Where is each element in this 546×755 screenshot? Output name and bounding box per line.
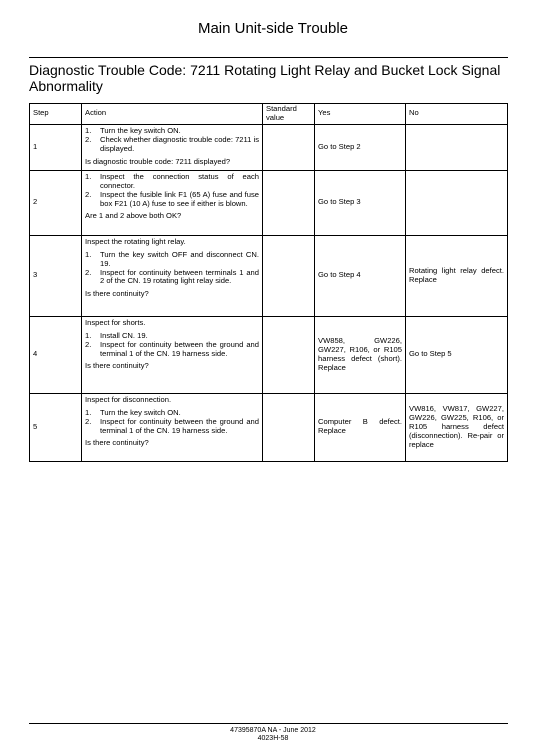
- column-header-no: No: [406, 104, 508, 125]
- action-item-number: 2.: [85, 416, 92, 426]
- footer-page-number: 4023H-58: [257, 735, 289, 742]
- action-cell: [82, 393, 263, 461]
- action-intro: Inspect the rotating light relay.: [85, 236, 186, 246]
- action-item: [85, 191, 259, 209]
- action-item: [85, 251, 259, 269]
- column-header-yes: Yes: [315, 104, 406, 125]
- action-question: Is diagnostic trouble code: 7211 displayed?: [85, 156, 231, 166]
- action-item-number: 1.: [85, 249, 92, 259]
- action-cell: [82, 124, 263, 170]
- table-header-row: [30, 104, 508, 125]
- step-cell: 4: [30, 316, 82, 393]
- yes-cell: Go to Step 2: [315, 124, 406, 170]
- column-header-action: Action: [82, 104, 263, 125]
- action-question: Is there continuity?: [85, 361, 149, 371]
- table-row: [30, 235, 508, 316]
- yes-cell: VW858, GW226, GW227, R106, or R105 harness defect (short). Replace: [315, 316, 406, 393]
- yes-cell: Go to Step 4: [315, 235, 406, 316]
- page-title: Main Unit-side Trouble: [197, 20, 349, 37]
- action-question: Is there continuity?: [85, 289, 149, 299]
- action-item-number: 2.: [85, 189, 92, 199]
- action-item-text: Inspect the connection status of each connector.: [100, 171, 259, 190]
- action-item-text: Turn the key switch OFF and disconnect CN. 19.: [100, 249, 259, 268]
- action-item-number: 1.: [85, 171, 92, 181]
- action-cell: [82, 170, 263, 235]
- table-row: [30, 124, 508, 170]
- no-cell: [406, 124, 508, 170]
- diagnostic-table: [29, 103, 508, 462]
- action-item-number: 1.: [85, 407, 92, 417]
- footer-document-id: 47395870A NA - June 2012: [230, 727, 316, 734]
- yes-cell: Go to Step 3: [315, 170, 406, 235]
- action-list: [85, 173, 259, 209]
- action-cell: [82, 316, 263, 393]
- action-question: Is there continuity?: [85, 438, 149, 448]
- column-header-standard-value: Standard value: [263, 104, 315, 125]
- action-item-text: Inspect the fusible link F1 (65 A) fuse and fuse box F21 (10 A) fuse to see if either is blown.: [100, 189, 259, 208]
- action-list: [85, 251, 259, 287]
- table-row: [30, 393, 508, 461]
- action-item: [85, 136, 259, 154]
- action-list: [85, 127, 259, 154]
- no-cell: Rotating light relay defect. Replace: [406, 235, 508, 316]
- table-row: [30, 316, 508, 393]
- action-item-text: Turn the key switch ON.: [100, 125, 181, 135]
- standard-value-cell: [263, 124, 315, 170]
- page-footer: [0, 727, 546, 743]
- action-item-number: 2.: [85, 339, 92, 349]
- action-item: [85, 418, 259, 436]
- action-intro: Inspect for disconnection.: [85, 394, 172, 404]
- step-cell: 1: [30, 124, 82, 170]
- standard-value-cell: [263, 170, 315, 235]
- standard-value-cell: [263, 235, 315, 316]
- action-item: [85, 269, 259, 287]
- action-item-text: Inspect for continuity between the ground and terminal 1 of the CN. 19 harness side.: [100, 339, 259, 358]
- yes-cell: Computer B defect. Replace: [315, 393, 406, 461]
- footer-divider: [29, 723, 508, 724]
- standard-value-cell: [263, 393, 315, 461]
- no-cell: Go to Step 5: [406, 316, 508, 393]
- action-item-text: Inspect for continuity between terminals 1 and 2 of the CN. 19 rotating light relay side.: [100, 267, 259, 286]
- action-cell: [82, 235, 263, 316]
- action-item-text: Install CN. 19.: [100, 330, 148, 340]
- action-item-number: 2.: [85, 267, 92, 277]
- no-cell: VW816, VW817, GW227, GW226, GW225, R106, or R105 harness defect (disconnection). Re-pair or replace: [406, 393, 508, 461]
- action-item-text: Inspect for continuity between the ground and terminal 1 of the CN. 19 harness side.: [100, 416, 259, 435]
- action-item-number: 1.: [85, 125, 92, 135]
- action-intro: Inspect for shorts.: [85, 317, 146, 327]
- action-question: Are 1 and 2 above both OK?: [85, 211, 182, 221]
- column-header-step: Step: [30, 104, 82, 125]
- action-list: [85, 409, 259, 436]
- action-list: [85, 332, 259, 359]
- table-body: [30, 124, 508, 461]
- action-item-number: 2.: [85, 134, 92, 144]
- no-cell: [406, 170, 508, 235]
- header-divider: [29, 57, 508, 58]
- action-item-number: 1.: [85, 330, 92, 340]
- step-cell: 5: [30, 393, 82, 461]
- step-cell: 2: [30, 170, 82, 235]
- action-item: [85, 341, 259, 359]
- action-item-text: Turn the key switch ON.: [100, 407, 181, 417]
- standard-value-cell: [263, 316, 315, 393]
- action-item-text: Check whether diagnostic trouble code: 7211 is displayed.: [100, 134, 260, 153]
- action-item: [85, 173, 259, 191]
- table-row: [30, 170, 508, 235]
- section-title: Diagnostic Trouble Code: 7211 Rotating Light Relay and Bucket Lock Signal Abnormality: [29, 62, 501, 94]
- step-cell: 3: [30, 235, 82, 316]
